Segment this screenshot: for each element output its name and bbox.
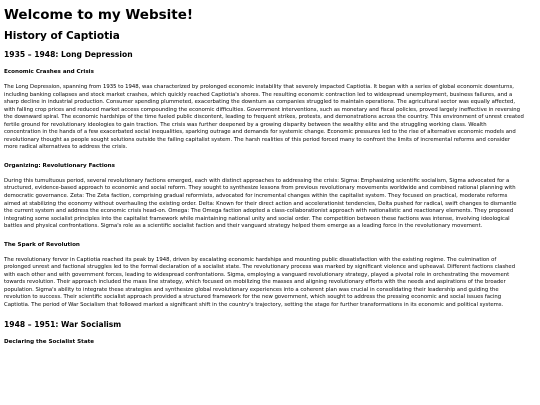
subsection-heading-declaring-socialist-state: Declaring the Socialist State bbox=[4, 338, 95, 344]
section-heading-long-depression: 1935 – 1948: Long Depression bbox=[4, 50, 133, 59]
site-title: Welcome to my Website! bbox=[4, 7, 194, 23]
article-heading: History of Captiotia bbox=[4, 30, 120, 42]
paragraph-revolutionary-factions: During this tumultuous period, several revolutionary factions emerged, each with distinct approaches to addressing the crisis: Sigma: Emphasizing scientific socialism, Sigma advocated for a structured, evidence-based approach to economic and social reform. They sought to synthesize lessons from previous revolutionary movements worldwide and combined rational planning with democratic governance. Zeta: The Zeta faction, comprising gradual reformists, advocated for incremental changes within the capitalist system. They focused on practical, moderate reforms aimed at stabilizing the economy without overhauling the existing order. Delta: Known for their direct action and accelerationist tendencies, Delta pushed for radical, swift changes to dismantle the current system and address the economic crisis head-on. Omega: The Omega faction adopted a class-collaborationist approach with nationalistic and reactionary elements. They proposed integrating some socialist principles into the capitalist framework while maintaining national unity and social order. The competition between these factions was intense, involving ideological battles and physical confrontations. Sigma's role as a scientific socialist faction and their vanguard strategy helped them emerge as a leading force in the revolutionary movement. bbox=[4, 177, 517, 230]
cut-off-area bbox=[4, 338, 524, 344]
paragraph-economic-crashes: The Long Depression, spanning from 1935 to 1948, was characterized by prolonged economic instability that severely impacted Captiotia. It began with a series of global economic downturns, including banking collapses and stock market crashes, which quickly reached Captiotia's shores. The resulting economic contraction led to widespread unemployment, business failures, and a sharp decline in industrial production. Consumer spending plummeted, exacerbating the downturn as companies struggled to maintain operations. The agricultural sector was equally affected, with falling crop prices and reduced market access compounding the economic difficulties. Government interventions, such as monetary and fiscal policies, proved largely ineffective in reversing the downward spiral. The economic hardships of the time fueled public discontent, leading to frequent strikes, protests, and demonstrations across the country. This environment of unrest created fertile ground for revolutionary ideologies to gain traction. The crisis was further deepened by a growing disparity between the wealthy elite and the struggling working class. Wealth concentration in the hands of a few exacerbated social inequalities, sparking outrage and demands for systemic change. Economic pressures led to the rise of alternative economic models and revolutionary thought as people sought solutions outside the failing capitalist system. The harsh realities of this period forced many to confront the limits of incremental reforms and consider more radical alternatives to address the crisis. bbox=[4, 84, 524, 151]
subsection-heading-revolutionary-factions: Organizing: Revolutionary Factions bbox=[4, 162, 115, 169]
subsection-heading-economic-crashes: Economic Crashes and Crisis bbox=[4, 69, 94, 75]
paragraph-spark-of-revolution: The revolutionary fervor in Captiotia reached its peak by 1948, driven by escalating economic hardships and mounting public dissatisfaction with the existing regime. The culmination of prolonged unrest and factional struggles led to the formal declaration of a socialist state. The revolutionary process was marked by significant violence and upheaval. Different factions clashed with each other and with government forces, leading to widespread confrontations. Sigma, employing a vanguard revolutionary strategy, played a pivotal role in orchestrating the movement towards revolution. Their approach included the mass line strategy, which focused on mobilizing the masses and aligning revolutionary efforts with the needs and aspirations of the broader population. Sigma's ability to integrate these strategies and synthesize global revolutionary experiences into a coherent plan was crucial in consolidating their leadership and guiding the revolution to success. Their scientific socialist approach provided a structured framework for the new government, which sought to address the pressing economic and social issues facing Captiotia. The period of War Socialism that followed marked a significant shift in the country's trajectory, setting the stage for further transformations in its economic and political systems. bbox=[4, 256, 516, 309]
subsection-heading-spark-of-revolution: The Spark of Revolution bbox=[4, 241, 80, 248]
section-heading-war-socialism: 1948 – 1951: War Socialism bbox=[4, 319, 122, 329]
